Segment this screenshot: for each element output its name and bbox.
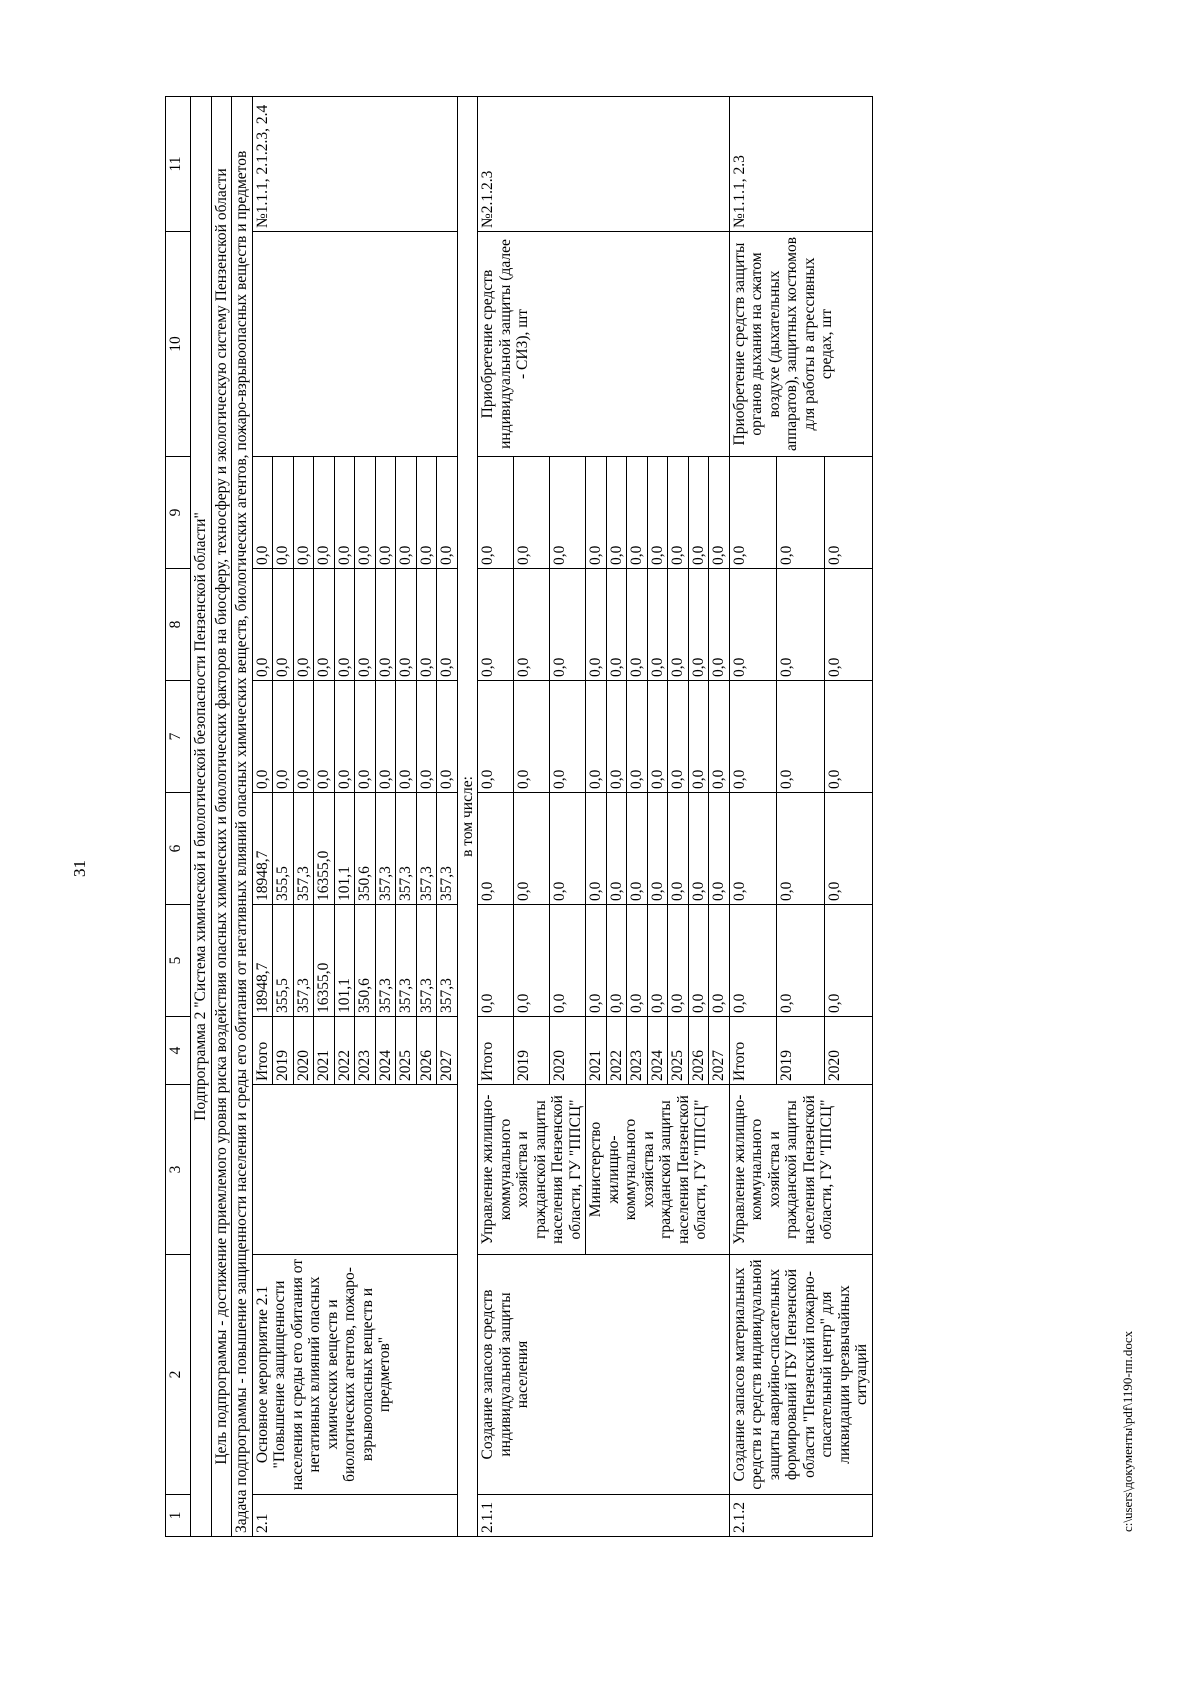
value-cell: 0,0 bbox=[668, 905, 689, 1017]
value-cell: 0,0 bbox=[627, 457, 648, 569]
column-number: 5 bbox=[166, 905, 191, 1017]
year-cell: 2019 bbox=[514, 1017, 550, 1085]
executor bbox=[252, 1085, 457, 1255]
value-cell: 0,0 bbox=[314, 569, 335, 681]
subprogram-task-row bbox=[232, 97, 253, 1537]
indicator-link: №2.1.2.3 bbox=[478, 97, 730, 232]
value-cell: 0,0 bbox=[293, 569, 314, 681]
value-cell: 0,0 bbox=[606, 457, 627, 569]
value-cell: 0,0 bbox=[688, 569, 709, 681]
value-cell: 0,0 bbox=[688, 457, 709, 569]
value-cell: 357,3 bbox=[416, 905, 437, 1017]
subprogram-goal-row bbox=[211, 97, 232, 1537]
executor: Управление жилищно-коммунального хозяйства и гражданской защиты населения Пензенской области, ГУ "ППСЦ" bbox=[478, 1085, 586, 1255]
value-cell: 0,0 bbox=[396, 681, 417, 793]
value-cell: 0,0 bbox=[606, 681, 627, 793]
year-cell: 2022 bbox=[334, 1017, 355, 1085]
value-cell: 0,0 bbox=[437, 569, 458, 681]
footer-path: c:\users\документы\pdf\1190-пп.docx bbox=[1120, 1330, 1135, 1532]
value-cell: 0,0 bbox=[252, 457, 273, 569]
value-cell: 0,0 bbox=[606, 905, 627, 1017]
column-number: 3 bbox=[166, 1085, 191, 1255]
value-cell: 0,0 bbox=[334, 681, 355, 793]
value-cell: 0,0 bbox=[709, 681, 730, 793]
value-cell: 0,0 bbox=[314, 457, 335, 569]
value-cell: 0,0 bbox=[627, 905, 648, 1017]
value-cell: 0,0 bbox=[729, 569, 777, 681]
subprogram-title: Подпрограмма 2 "Система химической и биологической безопасности Пензенской области" bbox=[191, 97, 212, 1537]
value-cell: 18948,7 bbox=[252, 905, 273, 1017]
value-cell: 0,0 bbox=[627, 569, 648, 681]
value-cell: 0,0 bbox=[273, 681, 294, 793]
year-cell: 2022 bbox=[606, 1017, 627, 1085]
value-cell: 16355,0 bbox=[314, 793, 335, 905]
including-row bbox=[457, 97, 478, 1537]
value-cell: 0,0 bbox=[627, 681, 648, 793]
value-cell: 0,0 bbox=[252, 681, 273, 793]
row-number: 2.1.2 bbox=[729, 1495, 872, 1537]
page-number: 31 bbox=[70, 860, 89, 877]
column-number: 2 bbox=[166, 1255, 191, 1495]
value-cell: 0,0 bbox=[314, 681, 335, 793]
including-label: в том числе: bbox=[457, 97, 478, 1537]
header-row bbox=[166, 97, 191, 1537]
program-table bbox=[165, 96, 873, 1537]
year-cell: 2020 bbox=[824, 1017, 872, 1085]
value-cell: 357,3 bbox=[396, 905, 417, 1017]
value-cell: 0,0 bbox=[586, 905, 607, 1017]
value-cell: 0,0 bbox=[437, 681, 458, 793]
column-number: 6 bbox=[166, 793, 191, 905]
value-cell: 0,0 bbox=[586, 793, 607, 905]
executor: Министерство жилищно-коммунального хозяйства и гражданской защиты населения Пензенской области, ГУ "ППСЦ" bbox=[586, 1085, 730, 1255]
indicator: Приобретение средств индивидуальной защиты (далее - СИЗ), шт bbox=[478, 232, 730, 457]
year-cell: 2019 bbox=[273, 1017, 294, 1085]
value-cell: 0,0 bbox=[478, 569, 514, 681]
value-cell: 0,0 bbox=[777, 681, 825, 793]
value-cell: 355,5 bbox=[273, 905, 294, 1017]
value-cell: 0,0 bbox=[824, 457, 872, 569]
value-cell: 0,0 bbox=[688, 905, 709, 1017]
value-cell: 0,0 bbox=[514, 793, 550, 905]
value-cell: 0,0 bbox=[478, 905, 514, 1017]
value-cell: 357,3 bbox=[437, 905, 458, 1017]
value-cell: 0,0 bbox=[709, 793, 730, 905]
value-cell: 0,0 bbox=[777, 793, 825, 905]
value-cell: 355,5 bbox=[273, 793, 294, 905]
value-cell: 0,0 bbox=[273, 569, 294, 681]
year-cell: 2019 bbox=[777, 1017, 825, 1085]
value-cell: 0,0 bbox=[688, 681, 709, 793]
value-cell: 357,3 bbox=[293, 905, 314, 1017]
column-number: 8 bbox=[166, 569, 191, 681]
value-cell: 0,0 bbox=[514, 681, 550, 793]
value-cell: 0,0 bbox=[550, 905, 586, 1017]
value-cell: 357,3 bbox=[375, 905, 396, 1017]
value-cell: 0,0 bbox=[729, 457, 777, 569]
column-number: 9 bbox=[166, 457, 191, 569]
value-cell: 0,0 bbox=[647, 569, 668, 681]
value-cell: 0,0 bbox=[606, 793, 627, 905]
value-cell: 0,0 bbox=[777, 569, 825, 681]
value-cell: 0,0 bbox=[550, 457, 586, 569]
value-cell: 0,0 bbox=[334, 569, 355, 681]
value-cell: 0,0 bbox=[824, 681, 872, 793]
value-cell: 0,0 bbox=[355, 569, 376, 681]
column-number: 7 bbox=[166, 681, 191, 793]
value-cell: 0,0 bbox=[606, 569, 627, 681]
value-cell: 0,0 bbox=[396, 569, 417, 681]
year-cell: 2020 bbox=[293, 1017, 314, 1085]
value-cell: 0,0 bbox=[334, 457, 355, 569]
column-number: 11 bbox=[166, 97, 191, 232]
subprogram-task: Задача подпрограммы - повышение защищенности населения и среды его обитания от негативных влияний опасных химических веществ, биологических агентов, пожаро-взрывоопасных веществ и предметов bbox=[232, 97, 253, 1537]
measure-name: Основное мероприятие 2.1 "Повышение защищенности населения и среды его обитания от негативных влияний опасных химических веществ и биологических агентов, пожаро-взрывоопасных веществ и предметов" bbox=[252, 1255, 457, 1495]
value-cell: 0,0 bbox=[709, 569, 730, 681]
value-cell: 0,0 bbox=[668, 569, 689, 681]
value-cell: 0,0 bbox=[355, 681, 376, 793]
subprogram-goal: Цель подпрограммы - достижение приемлемого уровня риска воздействия опасных химических и биологических факторов на биосферу, техносферу и экологическую систему Пензенской области bbox=[211, 97, 232, 1537]
value-cell: 0,0 bbox=[550, 681, 586, 793]
measure-name: Создание запасов средств индивидуальной защиты населения bbox=[478, 1255, 730, 1495]
year-cell: 2025 bbox=[668, 1017, 689, 1085]
year-cell: 2020 bbox=[550, 1017, 586, 1085]
value-cell: 0,0 bbox=[478, 793, 514, 905]
executor: Управление жилищно-коммунального хозяйства и гражданской защиты населения Пензенской области, ГУ "ППСЦ" bbox=[729, 1085, 872, 1255]
table-row bbox=[478, 97, 514, 1537]
value-cell: 0,0 bbox=[437, 457, 458, 569]
value-cell: 0,0 bbox=[355, 457, 376, 569]
value-cell: 0,0 bbox=[586, 569, 607, 681]
value-cell: 18948,7 bbox=[252, 793, 273, 905]
value-cell: 0,0 bbox=[777, 457, 825, 569]
row-number: 2.1.1 bbox=[478, 1495, 730, 1537]
table-row bbox=[252, 97, 273, 1537]
value-cell: 0,0 bbox=[273, 457, 294, 569]
value-cell: 0,0 bbox=[550, 793, 586, 905]
value-cell: 16355,0 bbox=[314, 905, 335, 1017]
value-cell: 0,0 bbox=[627, 793, 648, 905]
value-cell: 0,0 bbox=[586, 457, 607, 569]
value-cell: 0,0 bbox=[647, 681, 668, 793]
value-cell: 101,1 bbox=[334, 793, 355, 905]
value-cell: 0,0 bbox=[824, 905, 872, 1017]
year-cell: 2024 bbox=[375, 1017, 396, 1085]
measure-name: Создание запасов материальных средств и средств индивидуальной защиты аварийно-спасательных формирований ГБУ Пензенской области "Пензенский пожарно-спасательный центр" для ликвидации чрезвычайных ситуаций bbox=[729, 1255, 872, 1495]
value-cell: 0,0 bbox=[824, 569, 872, 681]
year-cell: 2021 bbox=[586, 1017, 607, 1085]
value-cell: 0,0 bbox=[668, 457, 689, 569]
value-cell: 0,0 bbox=[396, 457, 417, 569]
value-cell: 0,0 bbox=[729, 681, 777, 793]
value-cell: 0,0 bbox=[668, 681, 689, 793]
year-cell: 2027 bbox=[437, 1017, 458, 1085]
value-cell: 0,0 bbox=[514, 569, 550, 681]
column-number: 10 bbox=[166, 232, 191, 457]
value-cell: 0,0 bbox=[729, 905, 777, 1017]
value-cell: 0,0 bbox=[709, 905, 730, 1017]
value-cell: 0,0 bbox=[647, 793, 668, 905]
value-cell: 357,3 bbox=[375, 793, 396, 905]
value-cell: 0,0 bbox=[777, 905, 825, 1017]
year-cell: 2027 bbox=[709, 1017, 730, 1085]
value-cell: 0,0 bbox=[478, 681, 514, 793]
row-number: 2.1 bbox=[252, 1495, 457, 1537]
table-row bbox=[729, 97, 777, 1537]
value-cell: 0,0 bbox=[375, 457, 396, 569]
value-cell: 350,6 bbox=[355, 905, 376, 1017]
value-cell: 0,0 bbox=[824, 793, 872, 905]
value-cell: 0,0 bbox=[293, 681, 314, 793]
column-number: 4 bbox=[166, 1017, 191, 1085]
year-cell: Итого bbox=[252, 1017, 273, 1085]
value-cell: 0,0 bbox=[416, 457, 437, 569]
value-cell: 0,0 bbox=[478, 457, 514, 569]
year-cell: 2021 bbox=[314, 1017, 335, 1085]
indicator bbox=[252, 232, 457, 457]
indicator-link: №1.1.1, 2.3 bbox=[729, 97, 872, 232]
subprogram-title-row bbox=[191, 97, 212, 1537]
year-cell: 2023 bbox=[355, 1017, 376, 1085]
value-cell: 0,0 bbox=[550, 569, 586, 681]
value-cell: 0,0 bbox=[293, 457, 314, 569]
value-cell: 0,0 bbox=[416, 569, 437, 681]
value-cell: 0,0 bbox=[709, 457, 730, 569]
value-cell: 0,0 bbox=[586, 681, 607, 793]
value-cell: 357,3 bbox=[416, 793, 437, 905]
value-cell: 0,0 bbox=[514, 457, 550, 569]
year-cell: Итого bbox=[478, 1017, 514, 1085]
value-cell: 0,0 bbox=[252, 569, 273, 681]
year-cell: 2025 bbox=[396, 1017, 417, 1085]
value-cell: 350,6 bbox=[355, 793, 376, 905]
indicator-link: №1.1.1, 2.1.2.3, 2.4 bbox=[252, 97, 457, 232]
value-cell: 357,3 bbox=[437, 793, 458, 905]
year-cell: 2023 bbox=[627, 1017, 648, 1085]
value-cell: 357,3 bbox=[293, 793, 314, 905]
value-cell: 357,3 bbox=[396, 793, 417, 905]
value-cell: 0,0 bbox=[647, 457, 668, 569]
year-cell: Итого bbox=[729, 1017, 777, 1085]
value-cell: 0,0 bbox=[375, 681, 396, 793]
indicator: Приобретение средств защиты органов дыхания на сжатом воздухе (дыхательных аппаратов), защитных костюмов для работы в агрессивных средах, шт bbox=[729, 232, 872, 457]
value-cell: 0,0 bbox=[375, 569, 396, 681]
value-cell: 101,1 bbox=[334, 905, 355, 1017]
year-cell: 2024 bbox=[647, 1017, 668, 1085]
value-cell: 0,0 bbox=[416, 681, 437, 793]
year-cell: 2026 bbox=[416, 1017, 437, 1085]
column-number: 1 bbox=[166, 1495, 191, 1537]
value-cell: 0,0 bbox=[668, 793, 689, 905]
year-cell: 2026 bbox=[688, 1017, 709, 1085]
value-cell: 0,0 bbox=[729, 793, 777, 905]
value-cell: 0,0 bbox=[514, 905, 550, 1017]
value-cell: 0,0 bbox=[688, 793, 709, 905]
value-cell: 0,0 bbox=[647, 905, 668, 1017]
